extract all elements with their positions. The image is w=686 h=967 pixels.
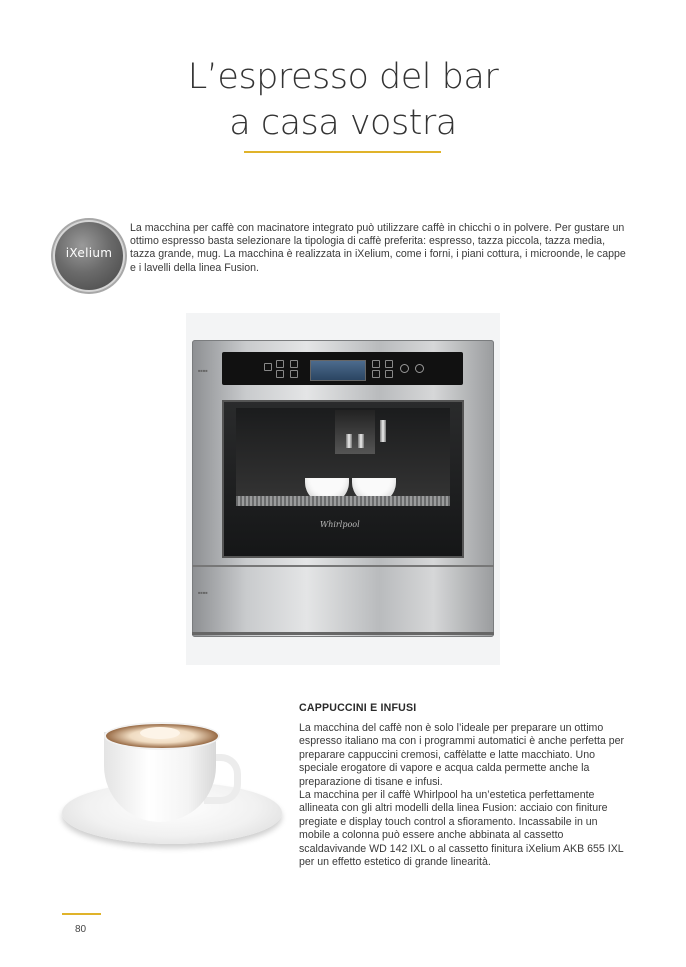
title-line-2: a casa vostra: [229, 103, 457, 143]
section-paragraph-2: La macchina per il caffè Whirlpool ha un’estetica perfettamente allineata con gli altri modelli della linea Fusion: acciaio con finiture pregiate e display touch control a sfioramento. Incassabile in un mobile a colonna può essere anche abbinata al cassetto scaldavivande WD 142 IXL o al cassetto finitura iXelium AKB 655 IXL per un effetto estetico di grande linearità.: [299, 789, 624, 869]
badge-label: iXelium: [65, 246, 113, 260]
page-number-rule: [62, 913, 101, 915]
page-title: [0, 54, 686, 146]
intro-paragraph: La macchina per caffè con macinatore integrato può utilizzare caffè in chicchi o in polvere. Per gustare un ottimo espresso basta selezionare la tipologia di caffè preferita: espresso, tazza piccola, tazza media, tazza grande, mug. La macchina è realizzata in iXelium, come i forni, i piani cottura, i microonde, le cappe e i lavelli della linea Fusion.: [130, 222, 626, 274]
brand-mark: Whirlpool: [320, 520, 360, 529]
section-title: CAPPUCCINI E INFUSI: [299, 702, 417, 714]
section-paragraph-1: La macchina del caffè non è solo l’ideale per preparare un ottimo espresso italiano ma con i programmi automatici è anche perfetta per preparare cappuccini cremosi, caffèlatte e latte macchiato. Uno speciale erogatore di vapore e acqua calda permette anche la preparazione di tisane e infusi.: [299, 722, 625, 788]
ixelium-badge-icon: [55, 222, 123, 290]
title-line-1: L’espresso del bar: [187, 57, 499, 97]
section-body: [299, 722, 629, 869]
page-number: 80: [75, 924, 87, 935]
title-underline: [244, 151, 441, 153]
